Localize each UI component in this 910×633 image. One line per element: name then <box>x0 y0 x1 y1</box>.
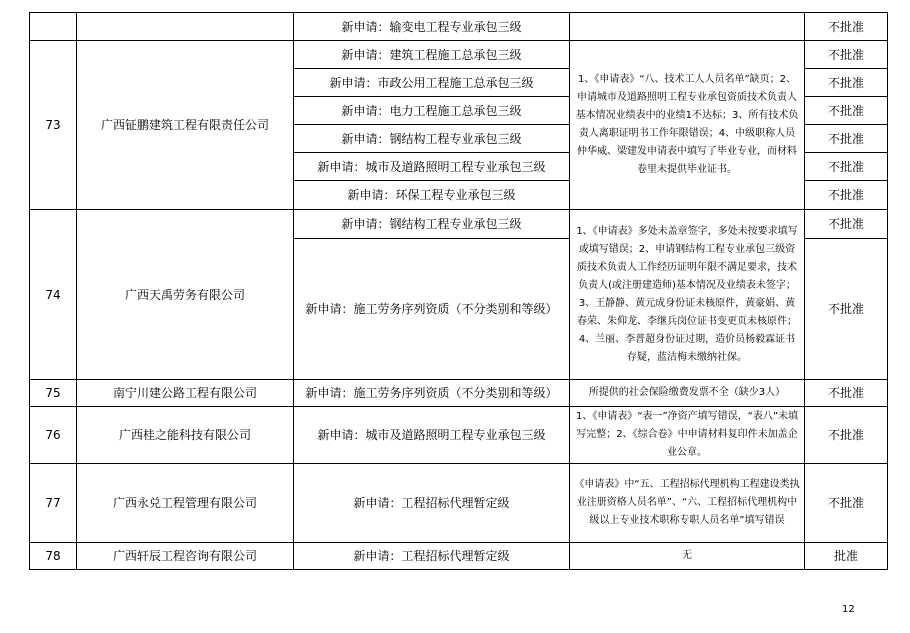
application-item: 新申请：施工劳务序列资质（不分类别和等级） <box>294 239 570 380</box>
row-number <box>30 13 77 41</box>
approval-table <box>29 12 888 570</box>
reason <box>570 13 805 41</box>
application-item: 新申请：工程招标代理暂定级 <box>294 464 570 543</box>
reason: 1、《申请表》“表一”净资产填写错误，“表八”未填写完整；2、《综合卷》中申请材料复印件未加盖企业公章。 <box>570 407 805 464</box>
reason: 1、《申请表》“八、技术工人人员名单”缺页；2、申请城市及道路照明工程专业承包资质技术负责人基本情况业绩表中的业绩1不达标；3、所有技术负责人离职证明书工作年限错误；4、中级职称人员仲华威、梁建发申请表中填写了毕业专业，而材料卷里未提供毕业证书。 <box>570 41 805 210</box>
application-item: 新申请：输变电工程专业承包三级 <box>294 13 570 41</box>
approval-result: 不批准 <box>805 97 888 125</box>
company-name: 南宁川建公路工程有限公司 <box>77 380 294 407</box>
application-item: 新申请：城市及道路照明工程专业承包三级 <box>294 153 570 181</box>
company-name: 广西桂之能科技有限公司 <box>77 407 294 464</box>
approval-result: 不批准 <box>805 153 888 181</box>
reason: 1、《申请表》多处未盖章签字，多处未按要求填写或填写错误；2、申请钢结构工程专业承包三级资质技术负责人工作经历证明年限不满足要求，技术负责人(或注册建造师)基本情况及业绩表未签字；3、王静静、黄元成身份证未核原件，黄豪娟、黄春荣、朱仰龙、李继兵岗位证书变更页未核原件；4、兰丽、李普超身份证过期，造价员杨毅霖证书存疑，蓝洁梅未缴纳社保。 <box>570 210 805 380</box>
approval-result: 不批准 <box>805 380 888 407</box>
reason: 无 <box>570 543 805 570</box>
table-row <box>30 210 888 239</box>
approval-result: 不批准 <box>805 13 888 41</box>
approval-result: 不批准 <box>805 181 888 210</box>
application-item: 新申请：工程招标代理暂定级 <box>294 543 570 570</box>
application-item: 新申请：环保工程专业承包三级 <box>294 181 570 210</box>
approval-result: 不批准 <box>805 210 888 239</box>
application-item: 新申请：城市及道路照明工程专业承包三级 <box>294 407 570 464</box>
approval-result: 不批准 <box>805 69 888 97</box>
application-item: 新申请：钢结构工程专业承包三级 <box>294 125 570 153</box>
table-row <box>30 543 888 570</box>
table-row <box>30 407 888 464</box>
approval-result: 不批准 <box>805 464 888 543</box>
company-name <box>77 13 294 41</box>
company-name: 广西天禹劳务有限公司 <box>77 210 294 380</box>
approval-result: 不批准 <box>805 41 888 69</box>
approval-result: 不批准 <box>805 239 888 380</box>
table-row <box>30 464 888 543</box>
table-row <box>30 13 888 41</box>
row-number: 74 <box>30 210 77 380</box>
company-name: 广西钲鹏建筑工程有限责任公司 <box>77 41 294 210</box>
approval-result: 批准 <box>805 543 888 570</box>
application-item: 新申请：电力工程施工总承包三级 <box>294 97 570 125</box>
application-item: 新申请：施工劳务序列资质（不分类别和等级） <box>294 380 570 407</box>
reason: 所提供的社会保险缴费发票不全（缺少3人） <box>570 380 805 407</box>
row-number: 76 <box>30 407 77 464</box>
approval-result: 不批准 <box>805 125 888 153</box>
page-number: 12 <box>842 604 855 615</box>
row-number: 77 <box>30 464 77 543</box>
table-row <box>30 41 888 69</box>
application-item: 新申请：钢结构工程专业承包三级 <box>294 210 570 239</box>
company-name: 广西永兑工程管理有限公司 <box>77 464 294 543</box>
table-row <box>30 380 888 407</box>
application-item: 新申请：建筑工程施工总承包三级 <box>294 41 570 69</box>
application-item: 新申请：市政公用工程施工总承包三级 <box>294 69 570 97</box>
company-name: 广西轩辰工程咨询有限公司 <box>77 543 294 570</box>
reason: 《申请表》中“五、工程招标代理机构工程建设类执业注册资格人员名单”、“六、工程招标代理机构中级以上专业技术职称专职人员名单”填写错误 <box>570 464 805 543</box>
row-number: 75 <box>30 380 77 407</box>
row-number: 73 <box>30 41 77 210</box>
approval-result: 不批准 <box>805 407 888 464</box>
row-number: 78 <box>30 543 77 570</box>
